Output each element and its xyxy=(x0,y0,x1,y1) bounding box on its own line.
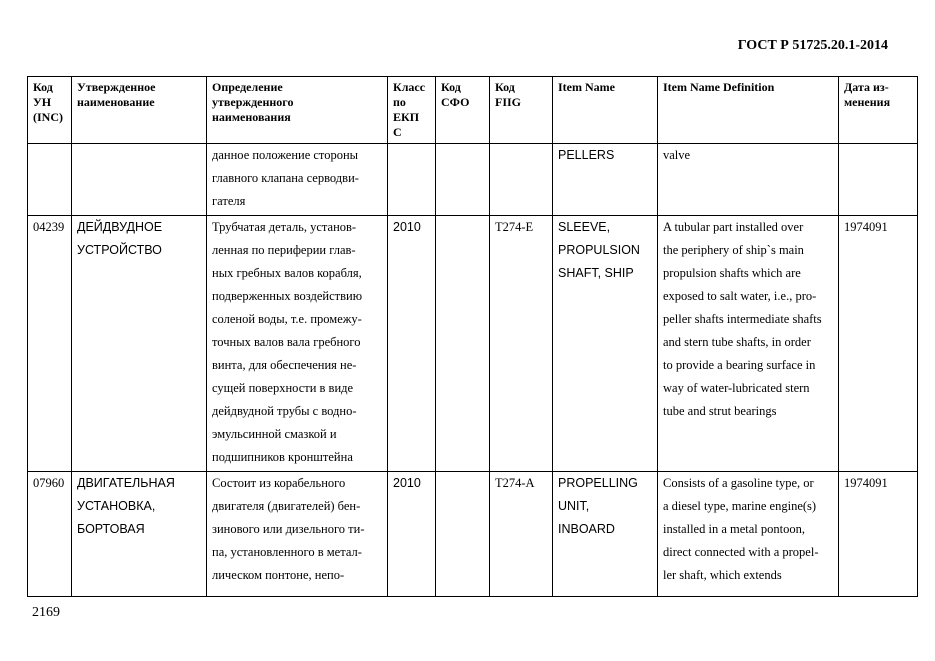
cell-line: точных валов вала гребного xyxy=(212,335,361,349)
cell-name xyxy=(72,144,207,216)
cell-fiig xyxy=(490,144,553,216)
cell-item-definition xyxy=(658,144,839,216)
cell-line: PELLERS xyxy=(558,148,615,162)
table-row xyxy=(28,144,918,216)
cell-line: direct connected with a propel- xyxy=(663,545,819,559)
col-header-item-name: Item Name xyxy=(553,77,658,144)
cell-item-name xyxy=(553,216,658,472)
cell-line: UNIT, xyxy=(558,499,590,513)
cell-name xyxy=(72,472,207,597)
table-row xyxy=(28,472,918,597)
col-header-name: Утвержденное наименование xyxy=(72,77,207,144)
cell-line: INBOARD xyxy=(558,522,615,536)
page-number: 2169 xyxy=(32,605,60,620)
cell-line: Трубчатая деталь, установ- xyxy=(212,220,357,234)
cell-class: 2010 xyxy=(388,216,436,472)
cell-sfo xyxy=(436,144,490,216)
cell-date xyxy=(839,144,918,216)
col-header-definition: Определение утвержденного наименования xyxy=(207,77,388,144)
cell-line: installed in a metal pontoon, xyxy=(663,522,805,536)
cell-line: propulsion shafts which are xyxy=(663,266,801,280)
cell-line: па, установленного в метал- xyxy=(212,545,362,559)
cell-class xyxy=(388,144,436,216)
cell-line: SHAFT, SHIP xyxy=(558,266,634,280)
cell-item-name xyxy=(553,144,658,216)
cell-line: a diesel type, marine engine(s) xyxy=(663,499,817,513)
cell-line: ленная по периферии глав- xyxy=(212,243,356,257)
cell-line: exposed to salt water, i.e., pro- xyxy=(663,289,817,303)
cell-class: 2010 xyxy=(388,472,436,597)
cell-line: двигателя (двигателей) бен- xyxy=(212,499,361,513)
cell-line: ДВИГАТЕЛЬНАЯ xyxy=(77,476,175,490)
cell-line: БОРТОВАЯ xyxy=(77,522,145,536)
cell-line: peller shafts intermediate shafts xyxy=(663,312,822,326)
col-header-fiig: Код FIIG xyxy=(490,77,553,144)
cell-line: зинового или дизельного ти- xyxy=(212,522,365,536)
cell-item-name xyxy=(553,472,658,597)
classification-table xyxy=(27,76,918,597)
cell-line: главного клапана серводви- xyxy=(212,171,359,185)
cell-line: данное положение стороны xyxy=(212,148,359,162)
cell-line: valve xyxy=(663,148,691,162)
cell-line: эмульсинной смазкой и xyxy=(212,427,337,441)
cell-sfo xyxy=(436,216,490,472)
cell-sfo xyxy=(436,472,490,597)
cell-line: ler shaft, which extends xyxy=(663,568,782,582)
cell-line: the periphery of ship`s main xyxy=(663,243,804,257)
cell-code xyxy=(28,144,72,216)
cell-fiig: T274-A xyxy=(490,472,553,597)
cell-line: УСТРОЙСТВО xyxy=(77,243,162,257)
cell-line: ных гребных валов корабля, xyxy=(212,266,362,280)
cell-line: сущей поверхности в виде xyxy=(212,381,354,395)
cell-line: PROPULSION xyxy=(558,243,640,257)
cell-line: винта, для обеспечения не- xyxy=(212,358,357,372)
cell-line: tube and strut bearings xyxy=(663,404,777,418)
cell-line: лическом понтоне, непо- xyxy=(212,568,345,582)
cell-date: 1974091 xyxy=(839,216,918,472)
cell-line: ДЕЙДВУДНОЕ xyxy=(77,220,163,234)
cell-line: подверженных воздействию xyxy=(212,289,363,303)
cell-date: 1974091 xyxy=(839,472,918,597)
cell-item-definition xyxy=(658,216,839,472)
cell-definition xyxy=(207,216,388,472)
col-header-class: Класс по ЕКП С xyxy=(388,77,436,144)
cell-line: Consists of a gasoline type, or xyxy=(663,476,814,490)
col-header-sfo: Код СФО xyxy=(436,77,490,144)
cell-line: to provide a bearing surface in xyxy=(663,358,816,372)
cell-line: УСТАНОВКА, xyxy=(77,499,156,513)
cell-line: SLEEVE, xyxy=(558,220,611,234)
col-header-code: Код УН (INC) xyxy=(28,77,72,144)
cell-line: подшипников кронштейна xyxy=(212,450,353,464)
cell-definition xyxy=(207,472,388,597)
col-header-item-definition: Item Name Definition xyxy=(658,77,839,144)
document-header: ГОСТ Р 51725.20.1-2014 xyxy=(737,38,888,53)
table-header-row xyxy=(28,77,918,144)
cell-line: соленой воды, т.е. промежу- xyxy=(212,312,362,326)
col-header-date: Дата из- менения xyxy=(839,77,918,144)
cell-item-definition xyxy=(658,472,839,597)
cell-code: 04239 xyxy=(28,216,72,472)
cell-fiig: T274-E xyxy=(490,216,553,472)
cell-code: 07960 xyxy=(28,472,72,597)
cell-name xyxy=(72,216,207,472)
cell-line: PROPELLING xyxy=(558,476,638,490)
cell-line: дейдвудной трубы с водно- xyxy=(212,404,357,418)
cell-line: Состоит из корабельного xyxy=(212,476,346,490)
cell-line: way of water-lubricated stern xyxy=(663,381,810,395)
cell-definition xyxy=(207,144,388,216)
cell-line: A tubular part installed over xyxy=(663,220,804,234)
table-row xyxy=(28,216,918,472)
cell-line: and stern tube shafts, in order xyxy=(663,335,811,349)
cell-line: гателя xyxy=(212,194,246,208)
